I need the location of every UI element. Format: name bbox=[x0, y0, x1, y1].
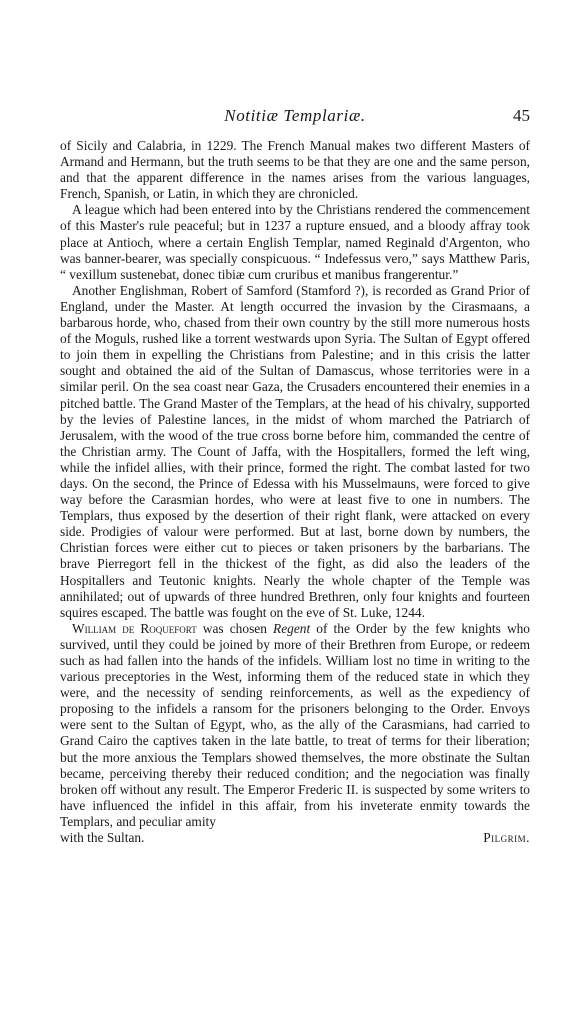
author-signature: Pilgrim. bbox=[483, 830, 530, 846]
book-page bbox=[60, 106, 530, 846]
page-header bbox=[60, 106, 530, 130]
body-text bbox=[60, 138, 530, 846]
closing-text: with the Sultan. bbox=[60, 830, 145, 846]
paragraph-antioch: A league which had been entered into by the Christians rendered the commencement of this Master's rule peaceful; but in 1237 a rupture ensued, and a bloody affray took place at Antioch, where a certain English Templar, named Reginald d'Argenton, who was banner-bearer, was specially conspicuous. “ Indefessus vero,” says Matthew Paris, “ vexillum sustenebat, donec tibiæ cum cruribus et manibus frangerentur.” bbox=[60, 202, 530, 282]
word-regent: Regent bbox=[273, 620, 311, 636]
paragraph-carasmian-battle: Another Englishman, Robert of Samford (Stamford ?), is recorded as Grand Prior of England, under the Master. At length occurred the invasion by the Cirasmaans, a barbarous horde, who, chased from their own country by the still more numerous hosts of the Moguls, rushed like a torrent westwards upon Syria. The Sultan of Egypt offered to join them in expelling the Christians from Palestine; and in this crisis the latter sought and obtained the aid of the Sultan of Damascus, whose territories were in a similar peril. On the sea coast near Gaza, the Crusaders encountered their enemies in a pitched battle. The Grand Master of the Templars, at the head of his chivalry, supported by the levies of Palestine lances, in the midst of whom marched the Patriarch of Jerusalem, with the wood of the true cross borne before him, commanded the centre of the Christian army. The Count of Jaffa, with the Hospitallers, formed the left wing, while the infidel allies, with their prince, formed the right. The combat lasted for two days. On the second, the Prince of Edessa with his Musselmauns, were forced to give way before the Carasmian hordes, who were at least five to one in numbers. The Templars, thus exposed by the desertion of their right flank, were attacked on every side. Prodigies of valour were performed. But at last, borne down by numbers, the Christian forces were either cut to pieces or taken prisoners by the barbarians. The brave Pierregort fell in the thickest of the fight, as did also the leaders of the Hospitallers and Teutonic knights. Nearly the whole chapter of the Temple was annihilated; out of upwards of three hundred Brethren, only four knights and fourteen squires escaped. The battle was fought on the eve of St. Luke, 1244. bbox=[60, 282, 530, 620]
paragraph-continuation: of Sicily and Calabria, in 1229. The French Manual makes two different Masters of Armand and Hermann, but the truth seems to be that they are one and the same person, and that the apparent difference in the names arises from the various languages, French, Spanish, or Latin, in which they are chronicled. bbox=[60, 138, 530, 202]
page-number: 45 bbox=[513, 106, 530, 125]
name-william-de-roquefort: William de Roquefort bbox=[72, 620, 197, 636]
paragraph-roquefort bbox=[60, 621, 530, 830]
running-title: Notitiæ Templariæ. bbox=[224, 106, 366, 125]
paragraph-text: was chosen bbox=[196, 620, 274, 636]
paragraph-text: of the Order by the few knights who survived, until they could be joined by more of their Brethren from Europe, or redeem such as had fallen into the hands of the infidels. William lost no time in writing to the various preceptories in the West, informing them of the reduced state in which they were, and the necessity of sending reinforcements, as well as the expediency of proposing to the infidels a ransom for the prisoners belonging to the Order. Envoys were sent to the Sultan of Egypt, who, as the ally of the Carasmians, had carried to Grand Cairo the captives taken in the late battle, to treat of terms for their liberation; but the more anxious the Templars showed themselves, the more obstinate the Sultan became, perceiving thereby their reduced condition; and the negociation was finally broken off without any result. The Emperor Frederic II. is suspected by some writers to have influenced the infidel in this affair, from his inveterate enmity towards the Templars, and peculiar amity bbox=[60, 620, 531, 829]
closing-line bbox=[60, 830, 530, 846]
